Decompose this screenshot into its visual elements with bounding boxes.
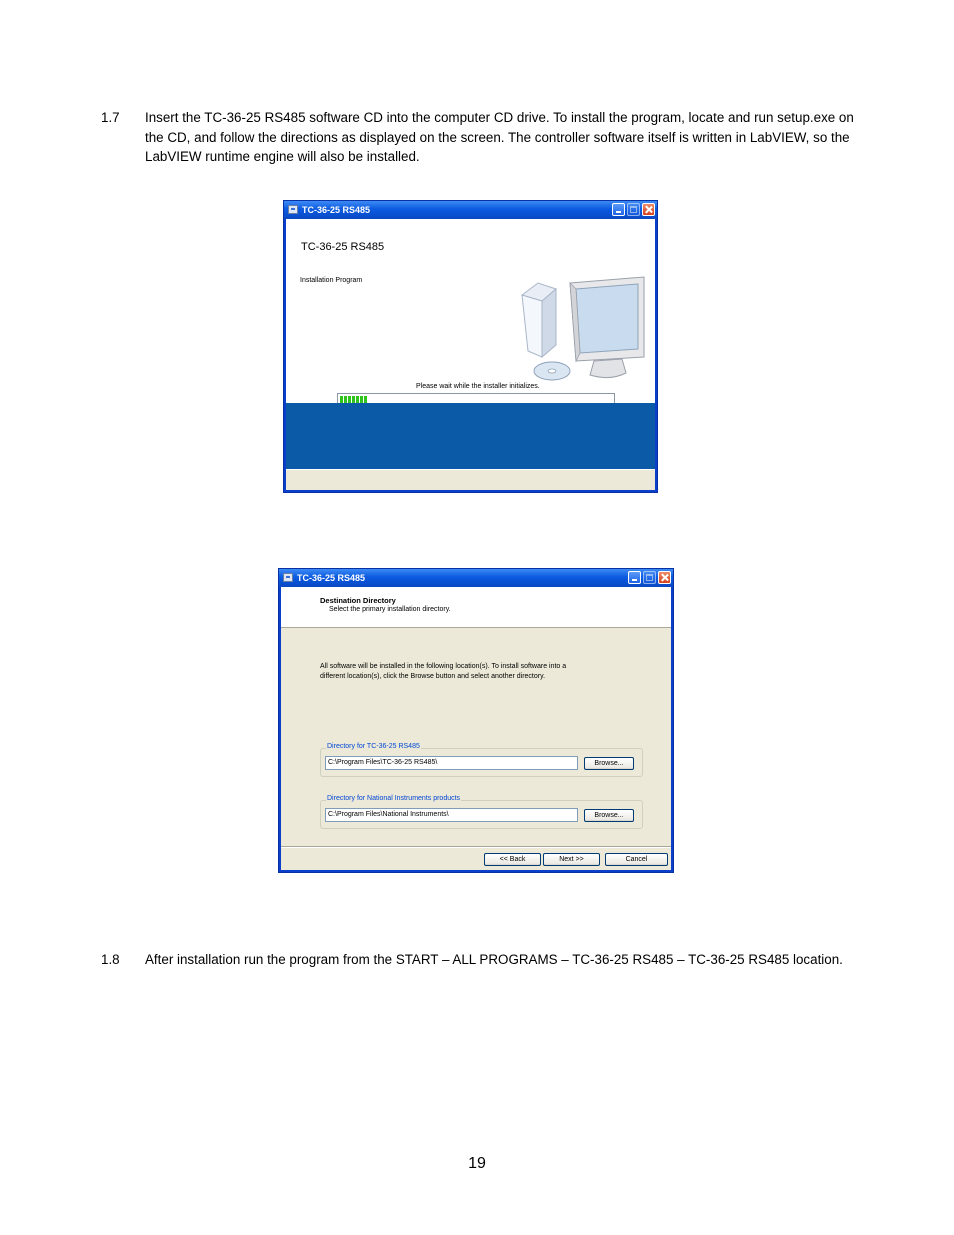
page-number: 19 (468, 1155, 486, 1172)
maximize-icon (630, 206, 637, 213)
installer-banner (286, 403, 655, 469)
window-client (281, 587, 671, 870)
directory-group-ni (320, 795, 643, 829)
close-button[interactable] (642, 203, 655, 216)
button-bar (286, 469, 655, 490)
status-text: Please wait while the installer initializes. (416, 383, 540, 390)
section-number: 1.8 (101, 952, 120, 967)
group-label: Directory for National Instruments products (327, 795, 461, 802)
next-button[interactable]: Next >> (543, 853, 600, 866)
minimize-button[interactable] (628, 571, 641, 584)
app-title: TC-36-25 RS485 (301, 241, 385, 253)
header-title: Destination Directory (320, 596, 396, 605)
browse-button-ni[interactable]: Browse... (584, 809, 634, 822)
cancel-button[interactable]: Cancel (605, 853, 668, 866)
ni-directory-input[interactable]: C:\Program Files\National Instruments\ (325, 808, 578, 822)
app-directory-input[interactable]: C:\Program Files\TC-36-25 RS485\ (325, 756, 578, 770)
computer-monitor-icon (518, 257, 648, 387)
back-button[interactable]: << Back (484, 853, 541, 866)
divider (281, 846, 671, 848)
group-label: Directory for TC-36-25 RS485 (327, 743, 420, 750)
app-icon (283, 573, 293, 582)
minimize-icon (616, 211, 621, 213)
maximize-icon (646, 574, 653, 581)
section-text: After installation run the program from the START – ALL PROGRAMS – TC-36-25 RS485 – TC-36-25 RS485 location. (145, 952, 843, 967)
section-text: Insert the TC-36-25 RS485 software CD into the computer CD drive. To install the program, locate and run setup.exe on the CD, and follow the directions as displayed on the screen. The controller software itself is written in LabVIEW, so the LabVIEW runtime engine will also be installed. (145, 110, 854, 164)
maximize-button (643, 571, 656, 584)
close-icon (659, 572, 670, 583)
maximize-button (627, 203, 640, 216)
section-number: 1.7 (101, 110, 120, 125)
cd-disc-icon (534, 362, 570, 380)
title-bar[interactable] (284, 201, 657, 219)
info-text: All software will be installed in the following location(s). To install software into a different location(s), click the Browse button and select another directory. (320, 663, 567, 680)
destination-directory-window (278, 568, 674, 873)
close-icon (643, 204, 654, 215)
header-subtitle: Select the primary installation directory. (329, 606, 451, 613)
minimize-icon (632, 579, 637, 581)
installer-subtitle: Installation Program (300, 277, 363, 284)
wizard-header (281, 587, 671, 628)
title-bar[interactable] (279, 569, 673, 587)
splash-area (286, 219, 655, 403)
minimize-button[interactable] (612, 203, 625, 216)
window-client (286, 219, 655, 490)
close-button[interactable] (658, 571, 671, 584)
window-title: TC-36-25 RS485 (297, 573, 366, 583)
window-title: TC-36-25 RS485 (302, 205, 371, 215)
browse-button-app[interactable]: Browse... (584, 757, 634, 770)
installer-window (283, 200, 658, 493)
directory-group-app (320, 743, 643, 777)
app-icon (288, 205, 298, 214)
